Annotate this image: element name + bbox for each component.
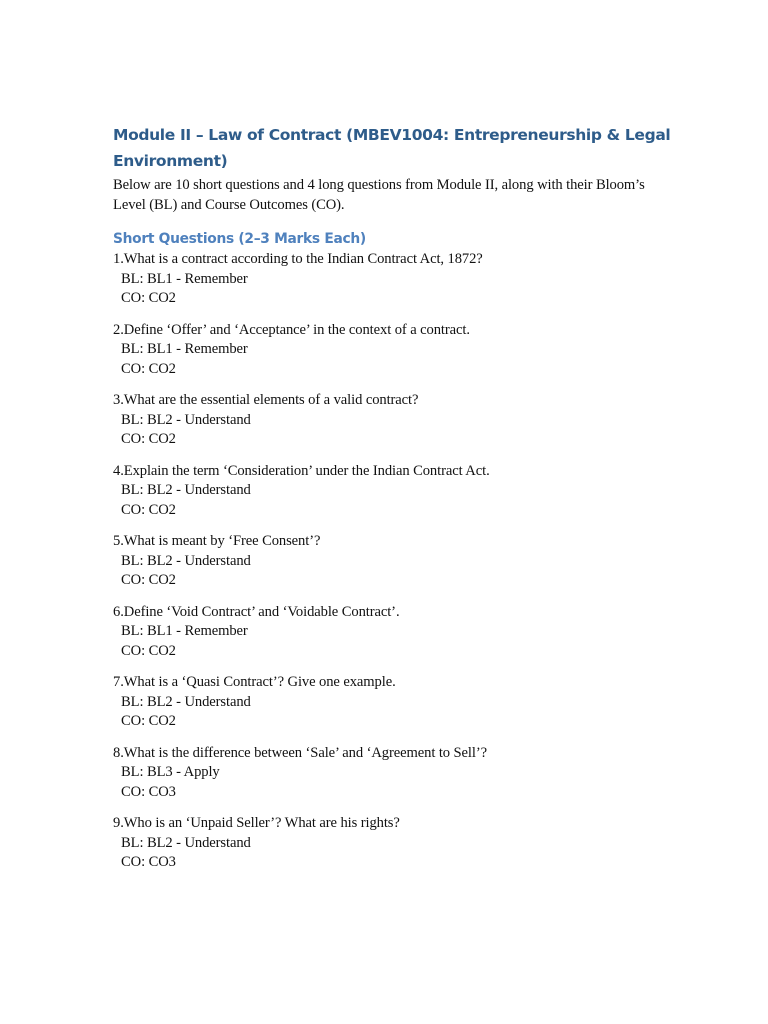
blooms-level: BL: BL1 - Remember [121, 270, 248, 287]
question-body: Define ‘Void Contract’ and ‘Voidable Contract’. [123, 603, 400, 620]
list-item [113, 532, 673, 591]
intro-paragraph: Below are 10 short questions and 4 long questions from Module II, along with their Bloom’s Level (BL) and Course Outcomes (CO). [113, 177, 645, 213]
question-body: What are the essential elements of a valid contract? [123, 392, 419, 408]
list-item [113, 814, 673, 873]
question-text [113, 462, 673, 482]
question-number: 1. [113, 251, 124, 267]
question-number: 9. [113, 815, 124, 831]
course-outcome: CO: CO2 [121, 713, 176, 729]
blooms-level: BL: BL3 - Apply [121, 764, 220, 780]
course-outcome: CO: CO3 [121, 783, 176, 800]
short-questions-list [113, 250, 673, 873]
course-outcome: CO: CO2 [121, 572, 176, 588]
question-text [113, 814, 673, 834]
question-text [113, 673, 673, 693]
course-outcome: CO: CO3 [121, 854, 176, 870]
question-number: 7. [113, 674, 124, 690]
document-content [113, 122, 673, 885]
question-text [113, 321, 673, 341]
blooms-level: BL: BL2 - Understand [121, 552, 251, 569]
list-item [113, 744, 673, 803]
question-number: 5. [113, 533, 124, 549]
question-text [113, 391, 673, 411]
question-body: What is meant by ‘Free Consent’? [123, 533, 321, 549]
list-item [113, 391, 673, 450]
question-text [113, 532, 673, 552]
question-text [113, 744, 673, 764]
question-number: 4. [113, 462, 124, 479]
blooms-level: BL: BL2 - Understand [121, 482, 251, 498]
list-item [113, 250, 673, 309]
question-body: What is a ‘Quasi Contract’? Give one example. [123, 674, 396, 690]
question-text [113, 250, 673, 270]
document-title: Module II – Law of Contract (MBEV1004: Entrepreneurship & Legal Environment) [113, 126, 671, 170]
blooms-level: BL: BL2 - Understand [121, 693, 251, 710]
question-number: 2. [113, 321, 124, 338]
blooms-level: BL: BL2 - Understand [121, 411, 251, 428]
question-body: What is the difference between ‘Sale’ and ‘Agreement to Sell’? [123, 744, 487, 761]
list-item [113, 462, 673, 521]
course-outcome: CO: CO2 [121, 501, 176, 518]
question-number: 6. [113, 603, 124, 620]
question-text [113, 603, 673, 623]
blooms-level: BL: BL2 - Understand [121, 834, 251, 851]
blooms-level: BL: BL1 - Remember [121, 341, 248, 357]
question-body: Who is an ‘Unpaid Seller’? What are his rights? [123, 815, 400, 831]
course-outcome: CO: CO2 [121, 360, 176, 377]
list-item [113, 321, 673, 380]
question-body: Define ‘Offer’ and ‘Acceptance’ in the context of a contract. [123, 321, 470, 338]
list-item [113, 673, 673, 732]
list-item [113, 603, 673, 662]
question-number: 8. [113, 744, 124, 761]
course-outcome: CO: CO2 [121, 642, 176, 659]
question-number: 3. [113, 392, 124, 408]
course-outcome: CO: CO2 [121, 431, 176, 447]
question-body: What is a contract according to the Indian Contract Act, 1872? [123, 251, 483, 267]
course-outcome: CO: CO2 [121, 290, 176, 306]
short-questions-heading: Short Questions (2–3 Marks Each) [113, 231, 366, 247]
blooms-level: BL: BL1 - Remember [121, 623, 248, 639]
question-body: Explain the term ‘Consideration’ under the Indian Contract Act. [123, 462, 490, 479]
